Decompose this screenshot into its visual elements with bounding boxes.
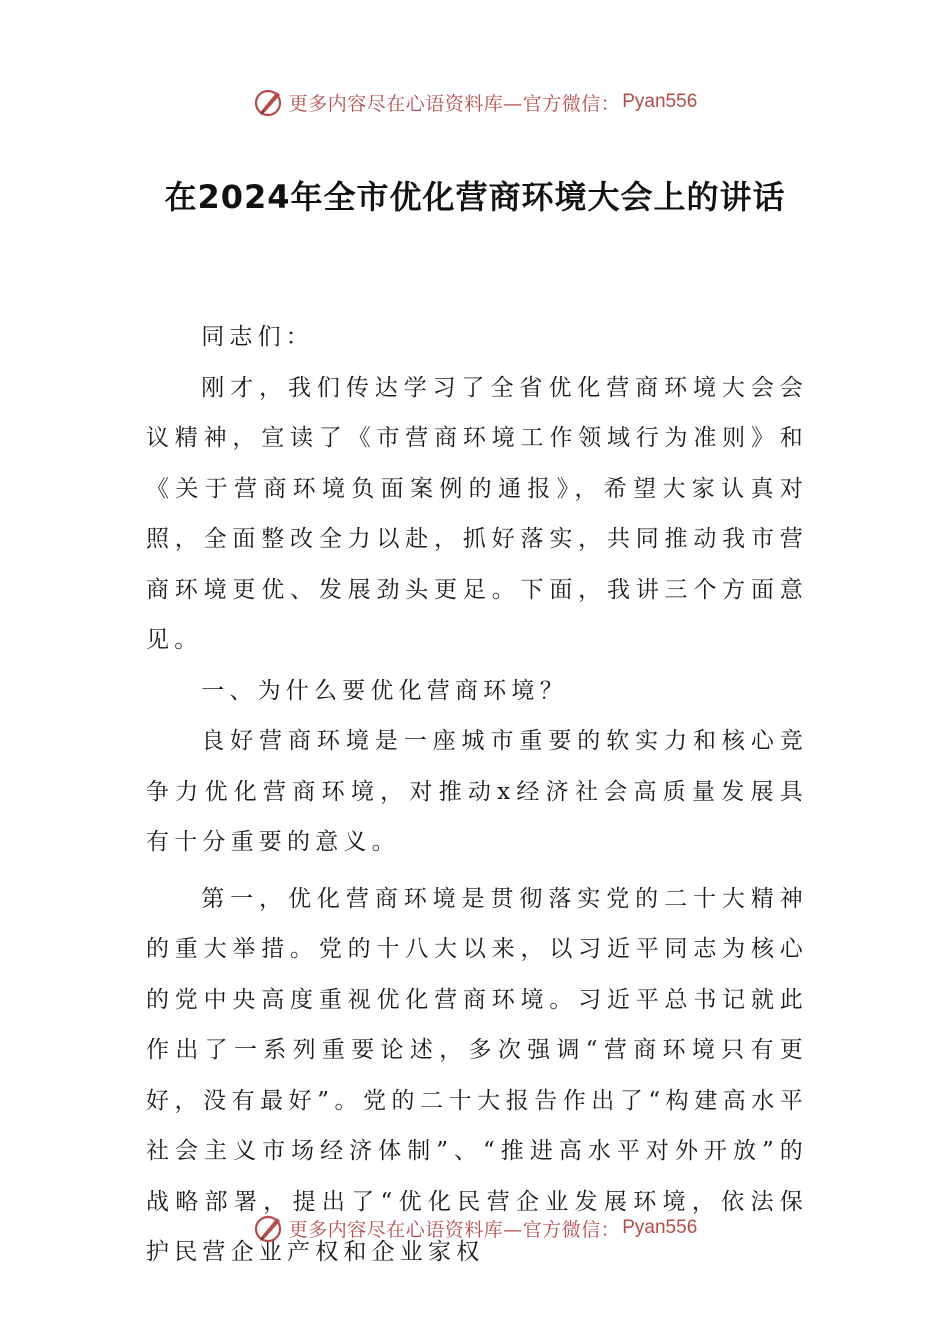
paragraph: 刚才，我们传达学习了全省优化营商环境大会会议精神，宣读了《市营商环境工作领域行为准则》和《关于营商环境负面案例的通报》，希望大家认真对照，全面整改全力以赴，抓好落实，共同推动我市营商环境更优、发展劲头更足。下面，我讲三个方面意见。 xyxy=(146,374,808,653)
watermark-text: 更多内容尽在心语资料库—官方微信： xyxy=(288,92,621,115)
paragraph: 良好营商环境是一座城市重要的软实力和核心竞争力优化营商环境，对推动x经济社会高质量发展具有十分重要的意义。 xyxy=(146,728,808,855)
watermark-text: 更多内容尽在心语资料库—官方微信： xyxy=(288,1218,621,1241)
pen-circle-logo-icon xyxy=(253,1212,285,1244)
document-body xyxy=(146,312,808,1278)
section-heading: 一、为什么要优化营商环境？ xyxy=(201,677,568,704)
header-watermark xyxy=(0,86,950,118)
paragraph: 第一，优化营商环境是贯彻落实党的二十大精神的重大举措。党的十八大以来，以习近平同志为核心的党中央高度重视优化营商环境。习近平总书记就此作出了一系列重要论述，多次强调“营商环境只有更好，没有最好”。党的二十大报告作出了“构建高水平社会主义市场经济体制”、“推进高水平对外开放”的战略部署，提出了“优化民营企业发展环境，依法保护民营企业产权和企业家权 xyxy=(146,885,808,1265)
watermark-wechat-id: Pyan556 xyxy=(622,1217,698,1238)
page-title: 在2024年全市优化营商环境大会上的讲话 xyxy=(164,178,786,216)
watermark-wechat-id: Pyan556 xyxy=(622,91,698,112)
footer-watermark xyxy=(0,1212,950,1244)
salutation: 同志们： xyxy=(201,324,314,350)
pen-circle-logo-icon xyxy=(253,86,285,118)
